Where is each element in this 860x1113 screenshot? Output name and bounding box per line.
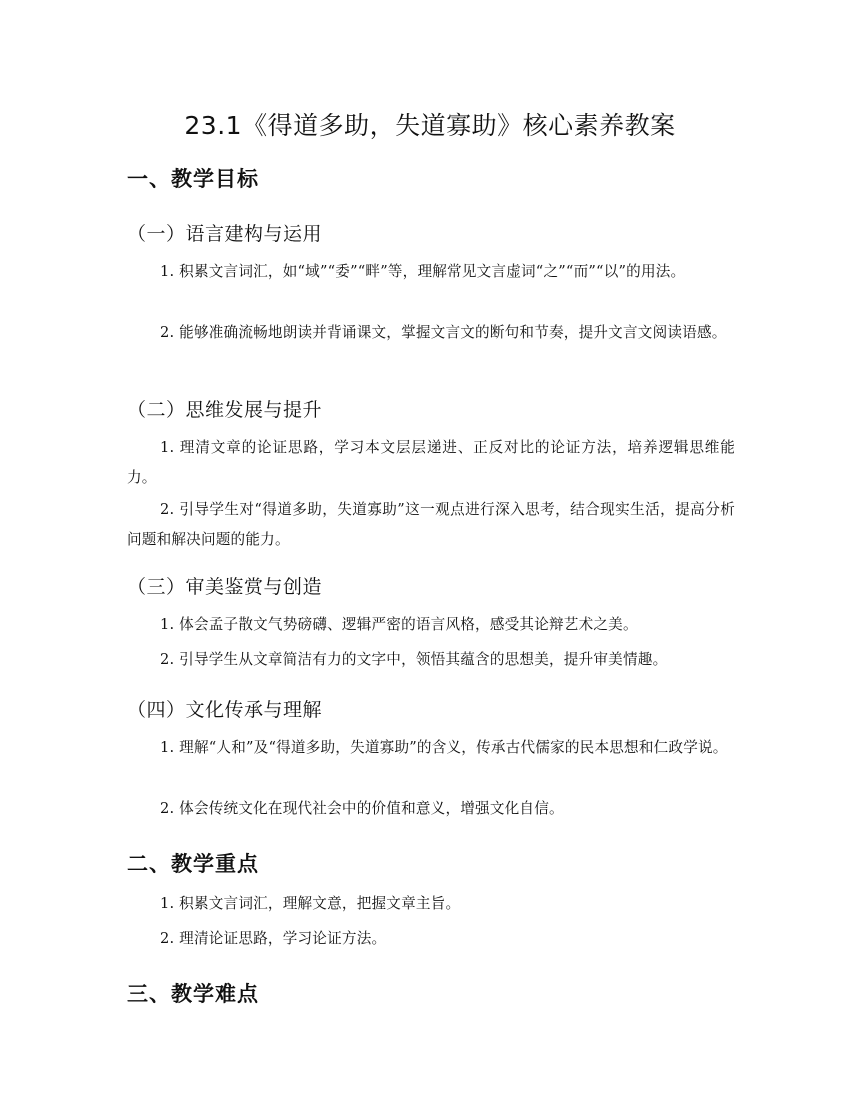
paragraph: 1. 理清文章的论证思路，学习本文层层递进、正反对比的论证方法，培养逻辑思维能力。 xyxy=(127,439,735,486)
paragraph: 2. 能够准确流畅地朗读并背诵课文，掌握文言文的断句和节奏，提升文言文阅读语感。 xyxy=(160,324,727,341)
section-heading-teaching-goals: 一、教学目标 xyxy=(127,167,259,191)
section-heading-key-points: 二、教学重点 xyxy=(127,852,259,876)
paragraph: 2. 引导学生对“得道多助，失道寡助”这一观点进行深入思考，结合现实生活，提高分析问题和解决问题的能力。 xyxy=(127,501,735,548)
paragraph: 1. 体会孟子散文气势磅礴、逻辑严密的语言风格，感受其论辩艺术之美。 xyxy=(160,616,638,633)
paragraph: 2. 理清论证思路，学习论证方法。 xyxy=(160,930,387,947)
subsection-heading-aesthetics: （三）审美鉴赏与创造 xyxy=(127,576,323,598)
paragraph: 1. 理解“人和”及“得道多助，失道寡助”的含义，传承古代儒家的民本思想和仁政学说。 xyxy=(160,739,728,756)
paragraph: 1. 积累文言词汇，如“域”“委”“畔”等，理解常见文言虚词“之”“而”“以”的用法。 xyxy=(160,263,686,280)
subsection-heading-language: （一）语言建构与运用 xyxy=(127,223,323,245)
subsection-heading-thinking: （二）思维发展与提升 xyxy=(127,399,323,421)
section-heading-difficulties: 三、教学难点 xyxy=(127,982,259,1006)
paragraph: 2. 体会传统文化在现代社会中的价值和意义，增强文化自信。 xyxy=(160,800,564,817)
subsection-heading-culture: （四）文化传承与理解 xyxy=(127,699,323,721)
document-title: 23.1《得道多助，失道寡助》核心素养教案 xyxy=(184,111,676,140)
paragraph: 2. 引导学生从文章简洁有力的文字中，领悟其蕴含的思想美，提升审美情趣。 xyxy=(160,651,668,668)
paragraph: 1. 积累文言词汇，理解文意，把握文章主旨。 xyxy=(160,895,461,912)
